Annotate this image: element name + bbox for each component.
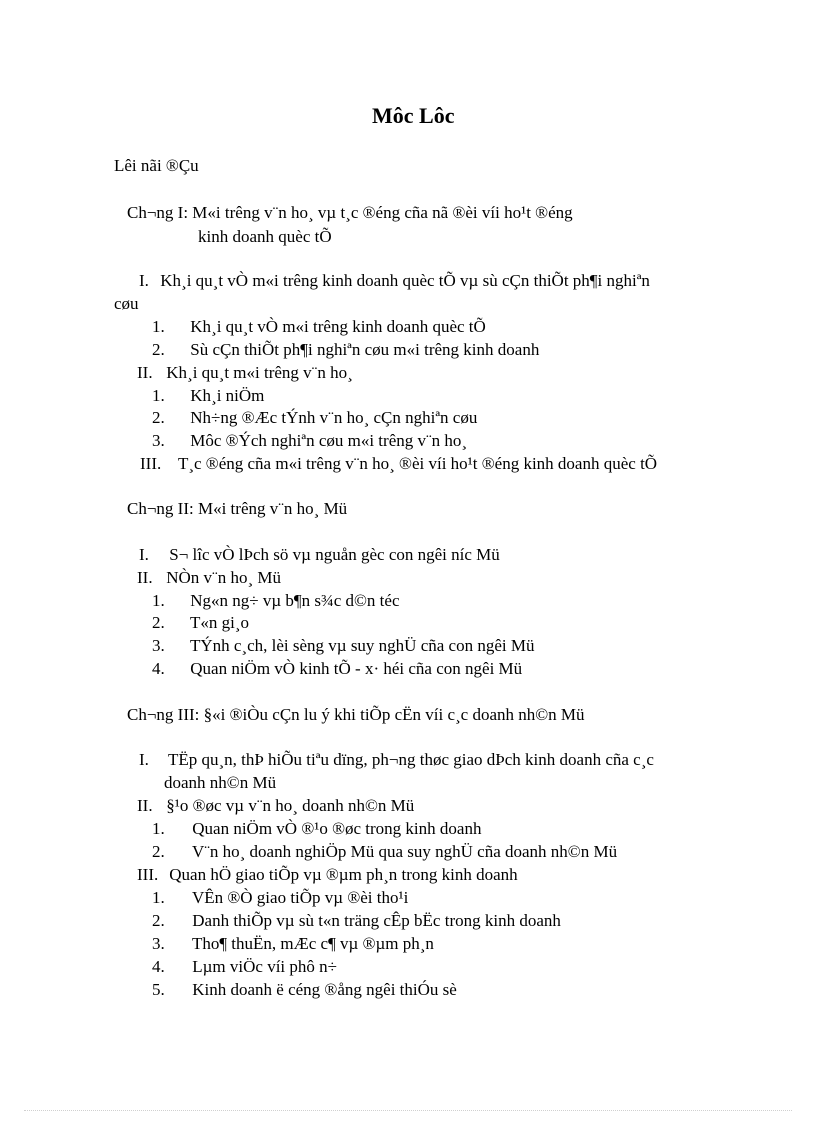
item-number: 2. — [152, 842, 165, 861]
intro-entry: Lêi nãi ®Çu — [114, 156, 199, 175]
item-number: 3. — [152, 636, 165, 655]
item-label: Sù cÇn thiÕt ph¶i nghiªn cøu m«i trêng kinh doanh — [190, 340, 540, 359]
section-label: NÒn v¨n ho¸ Mü — [166, 568, 281, 587]
section-label: Kh¸i qu¸t vÒ m«i trêng kinh doanh quèc tÕ vµ sù cÇn thiÕt ph¶i nghiªn — [160, 271, 650, 290]
toc-entry-c3-s3-i2 — [152, 910, 561, 932]
toc-entry-c1-s2-i2 — [152, 407, 477, 429]
toc-entry-c1-s2-i1 — [152, 385, 264, 407]
section-label: Kh¸i qu¸t m«i trêng v¨n ho¸ — [166, 363, 353, 382]
section-label: S¬ lîc vÒ lÞch sö vµ nguån gèc con ngêi níc Mü — [169, 545, 500, 564]
toc-entry-c3-s1-cont: doanh nh©n Mü — [164, 773, 277, 792]
item-label: Kinh doanh ë céng ®ång ngêi thiÓu sè — [192, 980, 457, 999]
toc-entry-c3-s2-i1 — [152, 818, 481, 840]
toc-entry-c1-s2-i3 — [152, 430, 467, 452]
toc-entry-c3-s3-i1 — [152, 887, 408, 909]
item-number: 1. — [152, 819, 165, 838]
toc-entry-c2-s1 — [139, 544, 500, 566]
item-number: 3. — [152, 934, 165, 953]
item-number: 3. — [152, 431, 165, 450]
section-label: T¸c ®éng cña m«i trêng v¨n ho¸ ®èi víi ho¹t ®éng kinh doanh quèc tÕ — [177, 454, 658, 473]
toc-entry-c1-s3 — [140, 453, 657, 475]
section-number: II. — [137, 796, 153, 815]
item-number: 1. — [152, 386, 165, 405]
toc-entry-c1-s1-i1 — [152, 316, 486, 338]
item-number: 5. — [152, 980, 165, 999]
item-number: 1. — [152, 888, 165, 907]
toc-entry-c3-s2 — [137, 795, 414, 817]
item-number: 4. — [152, 659, 165, 678]
item-number: 2. — [152, 408, 165, 427]
item-label: VÊn ®Ò giao tiÕp vµ ®èi tho¹i — [191, 888, 409, 907]
chapter-1-heading-cont: kinh doanh quèc tÕ — [198, 227, 332, 246]
item-number: 4. — [152, 957, 165, 976]
item-label: V¨n ho¸ doanh nghiÖp Mü qua suy nghÜ cña doanh nh©n Mü — [191, 842, 618, 861]
item-number: 2. — [152, 340, 165, 359]
item-label: Danh thiÕp vµ sù t«n träng cÊp bËc trong kinh doanh — [192, 911, 561, 930]
section-number: II. — [137, 363, 153, 382]
toc-entry-c3-s1 — [139, 749, 654, 771]
section-label: Quan hÖ giao tiÕp vµ ®µm ph¸n trong kinh doanh — [169, 865, 518, 884]
item-label: T«n gi¸o — [189, 613, 249, 632]
item-label: Tho¶ thuËn, mÆc c¶ vµ ®µm ph¸n — [191, 934, 434, 953]
item-number: 1. — [152, 317, 165, 336]
section-number: I. — [139, 750, 149, 769]
toc-entry-c3-s3-i5 — [152, 979, 457, 1001]
toc-entry-c1-s1 — [139, 270, 650, 292]
toc-entry-c1-s2 — [137, 362, 353, 384]
chapter-2-heading: Ch¬ng II: M«i trêng v¨n ho¸ Mü — [127, 499, 348, 518]
item-label: Kh¸i qu¸t vÒ m«i trêng kinh doanh quèc tÕ — [190, 317, 486, 336]
toc-entry-c1-s1-cont: cøu — [114, 294, 139, 313]
chapter-1-heading: Ch¬ng I: M«i trêng v¨n ho¸ vµ t¸c ®éng cña nã ®èi víi ho¹t ®éng — [127, 203, 573, 222]
item-number: 2. — [152, 613, 165, 632]
section-label: §¹o ®øc vµ v¨n ho¸ doanh nh©n Mü — [166, 796, 415, 815]
item-label: Kh¸i niÖm — [190, 386, 265, 405]
page-edge-divider — [24, 1110, 792, 1111]
page-title: Môc Lôc — [372, 103, 455, 128]
toc-entry-c3-s3-i3 — [152, 933, 434, 955]
toc-entry-c2-s2 — [137, 567, 281, 589]
toc-entry-c2-s2-i1 — [152, 590, 400, 612]
section-number: I. — [139, 545, 149, 564]
item-number: 2. — [152, 911, 165, 930]
item-label: Quan niÖm vÒ ®¹o ®øc trong kinh doanh — [192, 819, 482, 838]
toc-entry-c2-s2-i3 — [152, 635, 534, 657]
toc-entry-c2-s2-i4 — [152, 658, 522, 680]
section-label: TËp qu¸n, thÞ hiÕu tiªu dïng, ph¬ng thøc giao dÞch kinh doanh cña c¸c — [167, 750, 654, 769]
section-number: II. — [137, 568, 153, 587]
toc-entry-c2-s2-i2 — [152, 612, 249, 634]
item-label: Nh÷ng ®Æc tÝnh v¨n ho¸ cÇn nghiªn cøu — [190, 408, 478, 427]
toc-entry-c1-s1-i2 — [152, 339, 539, 361]
section-number: I. — [139, 271, 149, 290]
item-label: Lµm viÖc víi phô n÷ — [192, 957, 337, 976]
item-label: Môc ®Ých nghiªn cøu m«i trêng v¨n ho¸ — [190, 431, 468, 450]
item-label: Quan niÖm vÒ kinh tÕ - x· héi cña con ngêi Mü — [190, 659, 523, 678]
toc-entry-c3-s2-i2 — [152, 841, 617, 863]
item-number: 1. — [152, 591, 165, 610]
item-label: TÝnh c¸ch, lèi sèng vµ suy nghÜ cña con ngêi Mü — [189, 636, 535, 655]
item-label: Ng«n ng÷ vµ b¶n s¾c d©n téc — [190, 591, 400, 610]
section-number: III. — [140, 454, 162, 473]
toc-entry-c3-s3-i4 — [152, 956, 337, 978]
chapter-3-heading: Ch¬ng III: §«i ®iÒu cÇn lu ý khi tiÕp cËn víi c¸c doanh nh©n Mü — [127, 705, 585, 724]
toc-entry-c3-s3 — [137, 864, 518, 886]
section-number: III. — [137, 865, 159, 884]
